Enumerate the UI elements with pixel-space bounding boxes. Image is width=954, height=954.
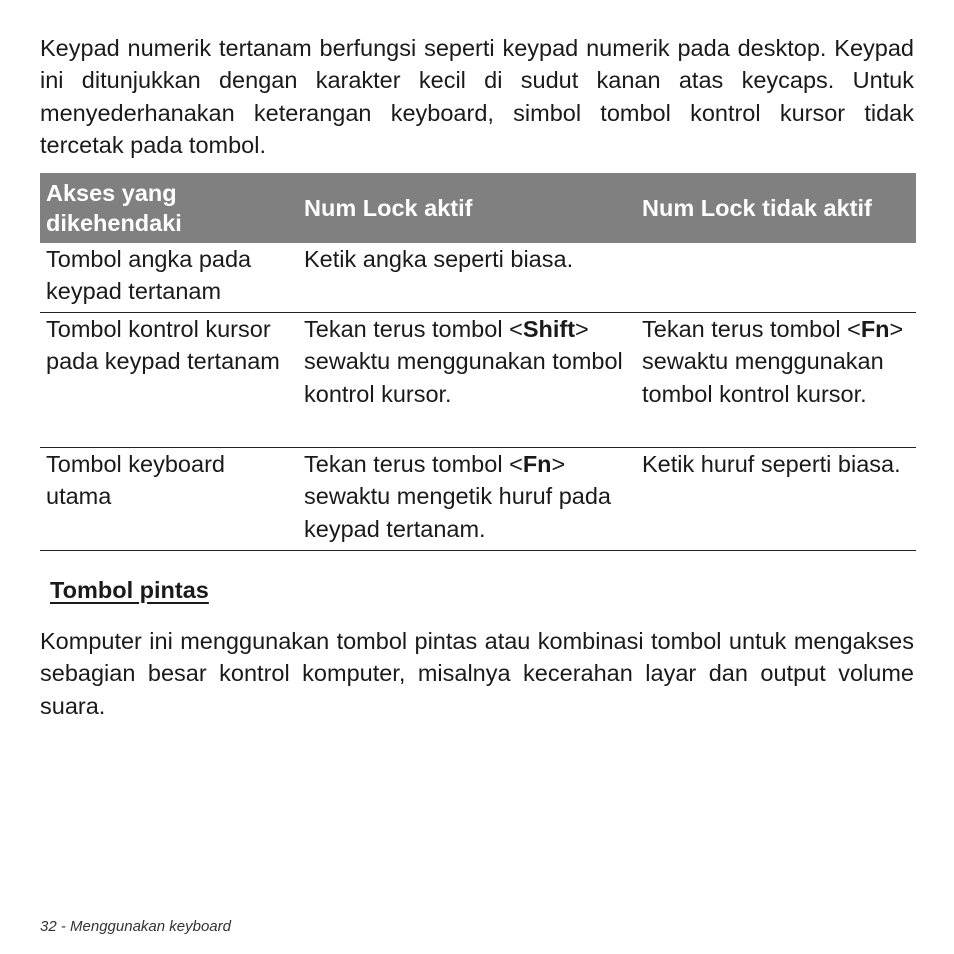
table-row (40, 313, 916, 448)
cell-numlock-on (298, 448, 636, 551)
header-access: Akses yang dikehendaki (40, 173, 298, 243)
header-numlock-off: Num Lock tidak aktif (636, 173, 916, 243)
instruction-suffix: > sewaktu menggunakan tombol kontrol kursor. (642, 316, 904, 407)
instruction-prefix: Tekan terus tombol < (304, 316, 523, 342)
key-name: Fn (860, 316, 890, 342)
cell-access: Tombol angka pada keypad tertanam (40, 243, 298, 313)
instruction-suffix: > sewaktu mengetik huruf pada keypad tertanam. (304, 451, 611, 542)
header-numlock-on: Num Lock aktif (298, 173, 636, 243)
cell-access: Tombol keyboard utama (40, 448, 298, 551)
section-heading: Tombol pintas (50, 577, 209, 603)
cell-numlock-on (298, 313, 636, 448)
instruction-prefix: Tekan terus tombol < (642, 316, 861, 342)
table-row (40, 448, 916, 551)
cell-numlock-off (636, 313, 916, 448)
instruction-suffix: > sewaktu menggunakan tombol kontrol kursor. (304, 316, 623, 407)
cell-numlock-on: Ketik angka seperti biasa. (298, 243, 636, 313)
key-name: Shift (522, 316, 576, 342)
cell-access: Tombol kontrol kursor pada keypad tertanam (40, 313, 298, 448)
numlock-table (40, 173, 916, 551)
outro-paragraph: Komputer ini menggunakan tombol pintas atau kombinasi tombol untuk mengakses sebagian besar kontrol komputer, misalnya kecerahan layar dan output volume suara. (40, 628, 914, 719)
key-name: Fn (522, 451, 552, 477)
table-row (40, 243, 916, 313)
cell-numlock-off (636, 243, 916, 313)
page-footer: 32 - Menggunakan keyboard (40, 918, 231, 935)
intro-paragraph: Keypad numerik tertanam berfungsi seperti keypad numerik pada desktop. Keypad ini ditunjukkan dengan karakter kecil di sudut kanan atas keycaps. Untuk menyederhanakan keterangan keyboard, simbol tombol kontrol kursor tidak tercetak pada tombol. (40, 35, 914, 158)
table-header-row (40, 173, 916, 243)
instruction-prefix: Tekan terus tombol < (304, 451, 523, 477)
cell-numlock-off: Ketik huruf seperti biasa. (636, 448, 916, 551)
